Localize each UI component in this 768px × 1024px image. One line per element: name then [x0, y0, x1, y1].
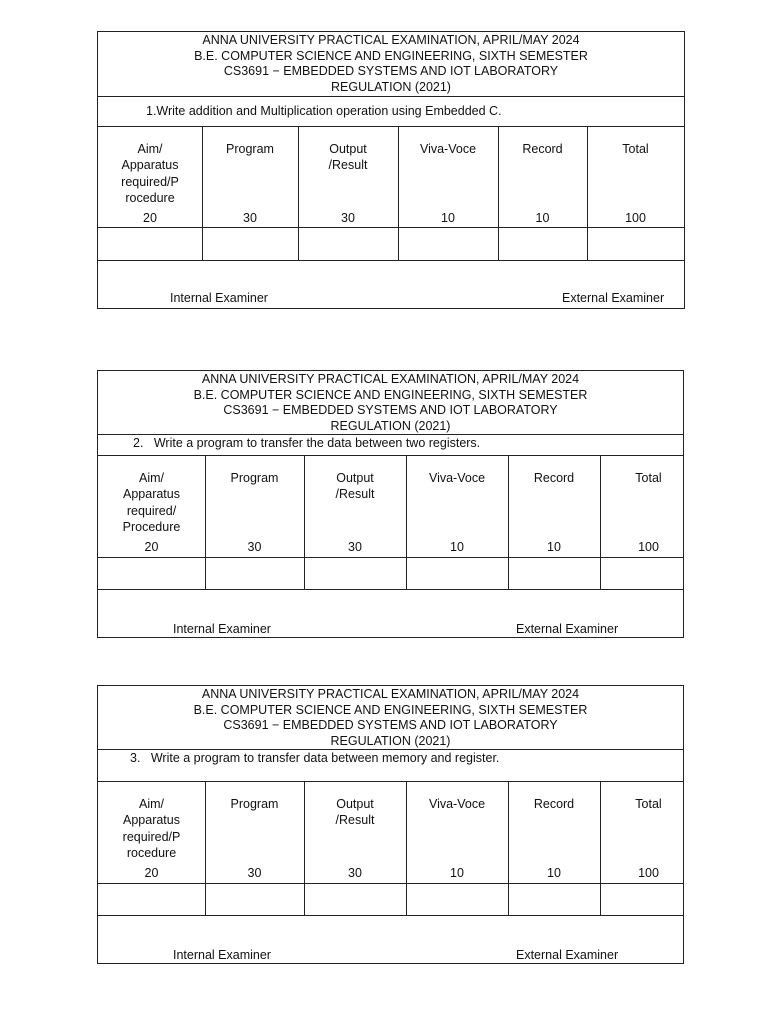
header-line-3: CS3691 − EMBEDDED SYSTEMS AND IOT LABORATORY: [223, 403, 558, 418]
max-marks-aim: 20: [143, 211, 157, 225]
column-label-program: Program: [226, 142, 274, 156]
mark-sheet-1: [97, 31, 685, 309]
column-label-record: Record: [533, 471, 575, 485]
max-marks-total: 100: [625, 211, 646, 225]
column-label-output: Output /Result: [335, 471, 375, 502]
max-marks-total: 100: [638, 540, 659, 554]
marks-entry-row: [98, 228, 684, 261]
max-marks-viva: 10: [441, 211, 455, 225]
column-label-output: Output /Result: [328, 142, 368, 173]
column-label-viva: Viva-Voce: [428, 471, 486, 485]
max-marks-output: 30: [348, 540, 362, 554]
max-marks-program: 30: [247, 866, 262, 880]
column-label-record: Record: [533, 797, 575, 811]
max-marks-output: 30: [341, 211, 355, 225]
column-label-aim: Aim/ Apparatus required/P rocedure: [121, 142, 179, 206]
header-line-1: ANNA UNIVERSITY PRACTICAL EXAMINATION, APRIL/MAY 2024: [201, 687, 580, 701]
column-label-total: Total: [622, 142, 649, 156]
internal-examiner-label: Internal Examiner: [173, 948, 271, 962]
max-marks-output: 30: [348, 866, 362, 880]
marks-header-row: [98, 782, 683, 884]
marks-header-row: [98, 127, 684, 228]
column-label-aim: Aim/ Apparatus required/ Procedure: [122, 471, 181, 535]
column-label-program: Program: [230, 471, 279, 485]
task-text: 1.Write addition and Multiplication operation using Embedded C.: [146, 104, 502, 118]
header-line-2: B.E. COMPUTER SCIENCE AND ENGINEERING, SIXTH SEMESTER: [193, 702, 588, 717]
max-marks-record: 10: [547, 540, 561, 554]
header-line-1: ANNA UNIVERSITY PRACTICAL EXAMINATION, APRIL/MAY 2024: [201, 372, 580, 386]
header-line-4: REGULATION (2021): [331, 79, 451, 94]
header-line-2: B.E. COMPUTER SCIENCE AND ENGINEERING, SIXTH SEMESTER: [193, 387, 588, 402]
exam-header: [98, 371, 683, 435]
max-marks-aim: 20: [144, 866, 159, 880]
task-text: 3. Write a program to transfer data between memory and register.: [130, 751, 500, 765]
external-examiner-label: External Examiner: [516, 948, 619, 962]
max-marks-record: 10: [535, 211, 550, 225]
exam-header: [98, 686, 683, 750]
header-line-4: REGULATION (2021): [330, 418, 451, 433]
marks-header-row: [98, 456, 683, 558]
column-label-record: Record: [522, 142, 563, 156]
header-line-2: B.E. COMPUTER SCIENCE AND ENGINEERING, SIXTH SEMESTER: [194, 48, 588, 63]
mark-sheet-2: [97, 370, 684, 638]
marks-entry-row: [98, 884, 683, 916]
max-marks-viva: 10: [450, 866, 464, 880]
marks-entry-row: [98, 558, 683, 590]
external-examiner-label: External Examiner: [516, 622, 619, 636]
mark-sheet-3: [97, 685, 684, 964]
column-label-aim: Aim/ Apparatus required/P rocedure: [122, 797, 181, 861]
header-line-4: REGULATION (2021): [330, 733, 451, 748]
max-marks-program: 30: [243, 211, 257, 225]
header-line-1: ANNA UNIVERSITY PRACTICAL EXAMINATION, APRIL/MAY 2024: [202, 33, 580, 47]
column-label-output: Output /Result: [335, 797, 375, 828]
header-line-3: CS3691 − EMBEDDED SYSTEMS AND IOT LABORATORY: [223, 64, 559, 79]
header-line-3: CS3691 − EMBEDDED SYSTEMS AND IOT LABORATORY: [223, 718, 558, 733]
internal-examiner-label: Internal Examiner: [170, 291, 268, 305]
task-row: [98, 435, 683, 456]
column-label-total: Total: [635, 471, 662, 485]
column-label-viva: Viva-Voce: [419, 142, 477, 156]
column-label-program: Program: [230, 797, 279, 811]
column-label-viva: Viva-Voce: [428, 797, 486, 811]
task-row: [98, 750, 683, 782]
max-marks-total: 100: [638, 866, 659, 880]
max-marks-program: 30: [247, 540, 262, 554]
external-examiner-label: External Examiner: [562, 291, 665, 305]
max-marks-record: 10: [547, 866, 561, 880]
max-marks-viva: 10: [450, 540, 464, 554]
task-row: [98, 97, 684, 127]
column-label-total: Total: [635, 797, 662, 811]
exam-header: [98, 32, 684, 97]
task-text: 2. Write a program to transfer the data between two registers.: [133, 436, 481, 450]
max-marks-aim: 20: [144, 540, 159, 554]
internal-examiner-label: Internal Examiner: [173, 622, 271, 636]
